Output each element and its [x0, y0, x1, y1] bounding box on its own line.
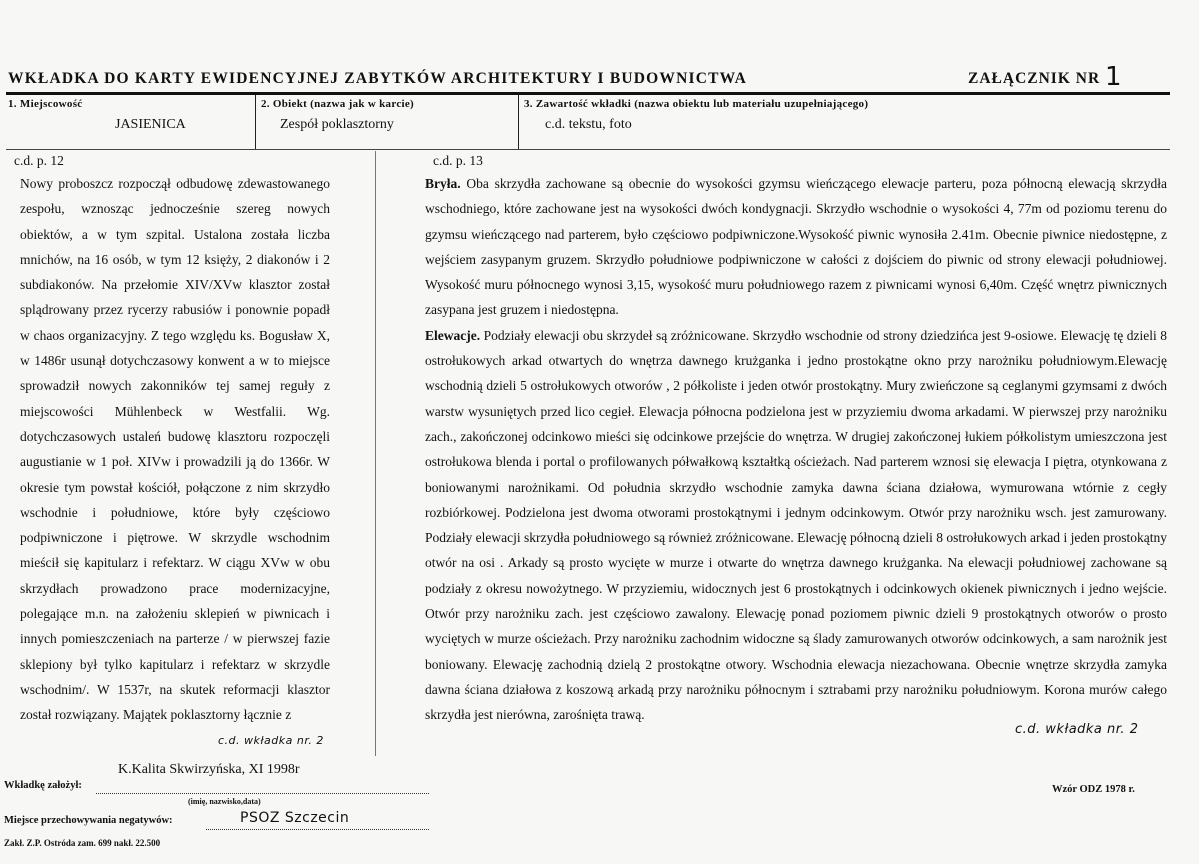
left-column: [20, 171, 330, 728]
form-code: Wzór ODZ 1978 r.: [1052, 784, 1135, 795]
field-2-label: 2. Obiekt (nazwa jak w karcie): [261, 98, 415, 110]
right-continuation-note: c.d. wkładka nr. 2: [1015, 722, 1139, 737]
created-by-hint: (imię, nazwisko,data): [188, 797, 261, 806]
author-signature: K.Kalita Skwirzyńska, XI 1998r: [118, 762, 300, 777]
elewacje-heading: Elewacje.: [425, 327, 481, 343]
right-cd-marker: c.d. p. 13: [433, 153, 483, 168]
left-cd-marker: c.d. p. 12: [14, 153, 64, 168]
bryla-text: Oba skrzydła zachowane są obecnie do wysokości gzymsu wieńczącego elewacje parteru, poza północną elewacją skrzydła wschodniego, które zachowane jest na wysokości dwóch kondygnacji. Skrzydło wschodnie o wysokości 4, 77m od poziomu terenu do gzymsu wieńczącego nad parterem, było częściowo podpiwniczone.Wysokość piwnic wynosiła 2.41m. Obecnie piwnice niedostępne, z wejściem zasypanym gruzem. Skrzydło południowe podpiwniczone w całości z dojściem do piwnic od strony elewacji południowej. Wysokość muru północnego wynosi 3,15, wysokość muru południowego razem z piwnicami wynosi 6,40m. Część wnętrz piwnicznych zasypana jest gruzem i niedostępna.: [425, 176, 1167, 318]
column-divider: [375, 151, 376, 756]
elewacje-text: Podziały elewacji obu skrzydeł są zróżnicowane. Skrzydło wschodnie od strony dziedzińca jest 9-osiowe. Elewację tę dzieli 8 ostrołukowych arkad otwartych do wnętrza dawnego krużganka i jedno prostokątne okno przy narożniku południowym.Elewację wschodnią dzieli 5 ostrołukowych otworów , 2 półkoliste i jeden otwór prostokątny. Mury zwieńczone są ceglanymi gzymsami z dwóch warstw wysuniętych przed lico cegieł. Elewacja północna podzielona jest w przyziemiu dwoma arkadami. W pierwszej przy narożniku zach., zakończonej odcinkowo mieści się odcinkowe przejście do wnętrza. W drugiej zakończonej łukiem półkolistym umieszczona jest ostrołukowa blenda i portal o profilowanych półwałkową kształtką ościeżach. Nad parterem wznosi się elewacja I piętra, otynkowana z boniowanymi narożnikami. Od południa skrzydło wschodnie zamyka dawna ściana działowa, wymurowana wtórnie z cegły rozbiórkowej. Podzielona jest dwoma otworami prostokątnymi i jednym odcinkowym. Otwór przy narożniku wsch. jest zamurowany. Podziały elewacji skrzydła południowego są również zróżnicowane. Elewację północną dzieli 8 ostrołukowych arkad i jeden prostokątny otwór na osi . Arkady są prosto wycięte w murze i otwarte do wnętrza dawnego krużganka. Na elewacji południowej zachowane są podziały z okresu nowożytnego. W przyziemiu, widocznych jest 6 prostokątnych i odcinkowych okienek piwnicznych i jedno wejście. Otwór przy narożniku zach. jest częściowo zawalony. Elewację ponad poziomem piwnic dzieli 9 prostokątnych otworów o prosto wyciętych w murze ościeżach. Przy narożniku zachodnim widoczne są ślady zamurowanych otworów odcinkowych, a sam narożnik jest boniowany. Elewację zachodnią dzielą 2 prostokątne otwory. Wschodnia elewacja niezachowana. Obecnie wnętrze skrzydła zamyka dawna ściana działowa z koszową arkadą przy narożniku północnym i sztrabami przy narożniku południowym. Korona murów całego skrzydła jest nierówna, zarośnięta trawą.: [425, 327, 1167, 723]
fields-bottom-rule: [6, 149, 1170, 150]
field-2-value: Zespół poklasztorny: [280, 117, 394, 132]
field-divider-2: [518, 95, 519, 149]
created-by-line: [96, 792, 429, 794]
field-divider-1: [255, 95, 256, 149]
right-column: [425, 171, 1167, 728]
field-3-value: c.d. tekstu, foto: [545, 117, 632, 132]
field-1-label: 1. Miejscowość: [8, 98, 83, 110]
paragraph-elewacje: [425, 323, 1167, 728]
attachment-label: ZAŁĄCZNIK NR: [968, 70, 1101, 87]
header-rule: [6, 92, 1170, 95]
created-by-label: Wkładkę założył:: [4, 780, 82, 791]
paragraph-bryla: [425, 171, 1167, 323]
attachment-number: 1: [1105, 62, 1122, 92]
negatives-location-line: [206, 828, 429, 830]
field-1-value: JASIENICA: [115, 117, 186, 132]
left-body-text: Nowy proboszcz rozpoczął odbudowę zdewastowanego zespołu, wznosząc jednocześnie szereg nowych obiektów, a w tym szpital. Ustalona została liczba mnichów, na 16 osób, w tym 12 księży, 2 diakonów i 2 subdiakonów. Na przełomie XIV/XVw klasztor został splądrowany przez rycerzy rabusiów i ponownie popadł w chaos organizacyjny. Z tego względu ks. Bogusław X, w 1486r usunął dotychczasowy konwent a w to miejsce sprowadził nowych zakonników tej samej reguły z miejscowości Mühlenbeck w Westfalii. Wg. dotychczasowych ustaleń budowę klasztoru rozpoczęli augustianie w 1 poł. XIVw i prowadzili ją do 1366r. W okresie tym powstał kościół, połączone z nim skrzydło wschodnie i południowe, które były częściowo podpiwniczone i piętrowe. W skrzydle wschodnim mieścił się kapitularz i refektarz. W ciągu XVw w obu skrzydłach prowadzono prace modernizacyjne, polegające m.n. na założeniu sklepień w piwnicach i innych pomieszczeniach na parterze / w pierwszej fazie sklepiony był tylko kapitularz i refektarz w skrzydle wschodnim/. W 1537r, na skutek reformacji klasztor został rozwiązany. Majątek poklasztorny łącznie z: [20, 176, 330, 723]
field-3-label: 3. Zawartość wkładki (nazwa obiektu lub materiału uzupełniającego): [524, 98, 869, 110]
left-continuation-note: c.d. wkładka nr. 2: [218, 734, 324, 747]
bryla-heading: Bryła.: [425, 176, 461, 191]
printer-info: Zakł. Z.P. Ostróda zam. 699 nakł. 22.500: [4, 838, 161, 848]
form-title: WKŁADKA DO KARTY EWIDENCYJNEJ ZABYTKÓW ARCHITEKTURY I BUDOWNICTWA: [8, 70, 748, 87]
negatives-location-value: PSOZ Szczecin: [240, 810, 350, 826]
negatives-location-label: Miejsce przechowywania negatywów:: [4, 815, 173, 826]
